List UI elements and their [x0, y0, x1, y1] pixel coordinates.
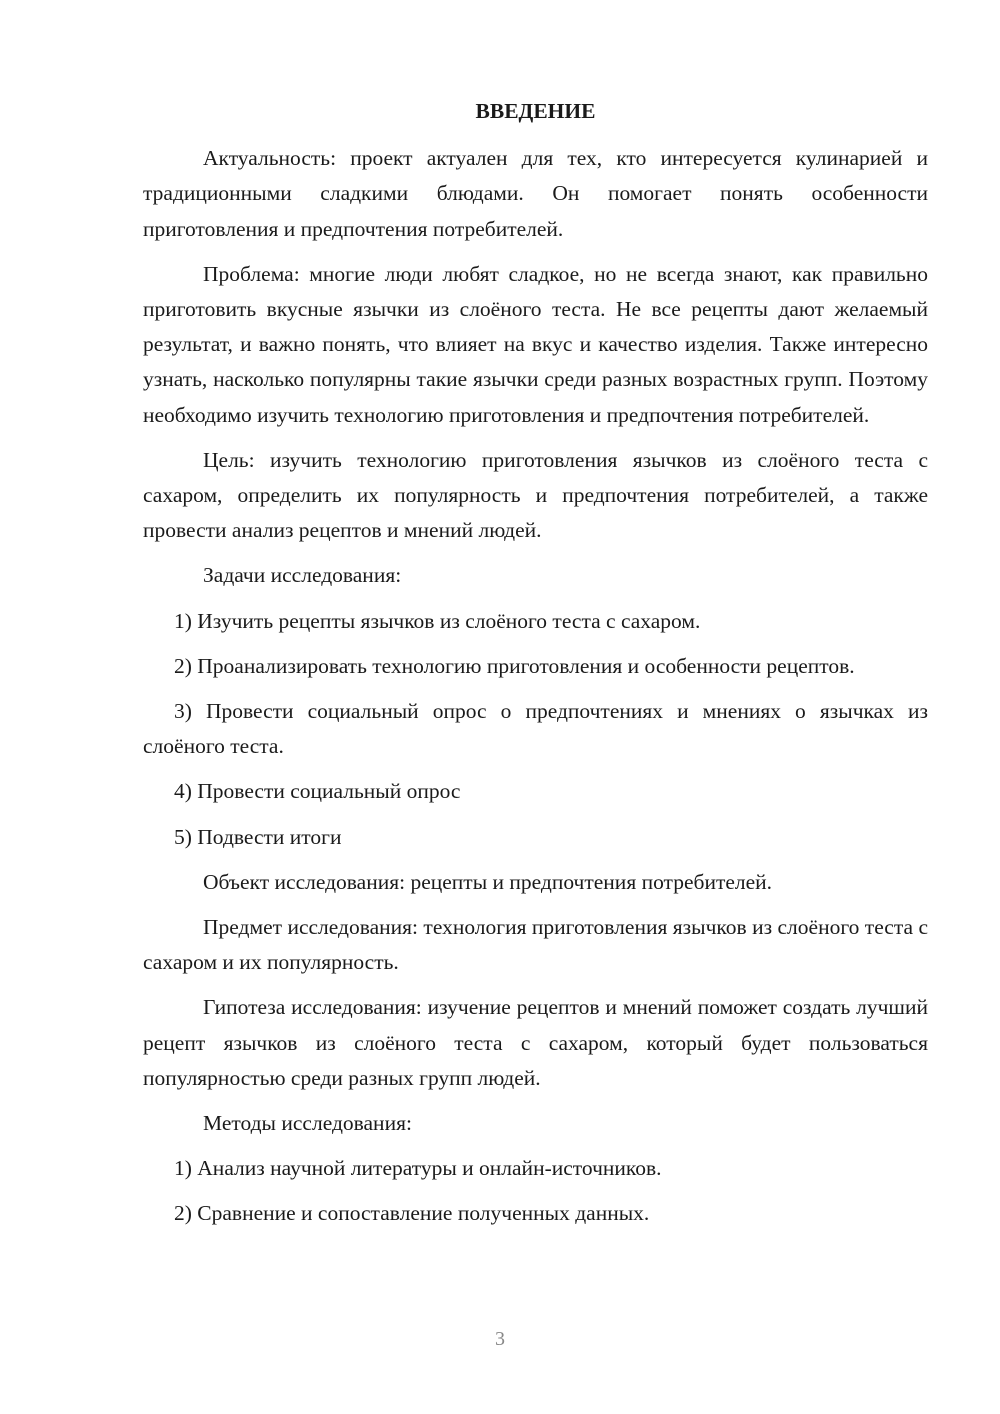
goal-paragraph: Цель: изучить технологию приготовления язычков из слоёного теста с сахаром, определить их популярность и предпочтения потребителей, а также провести анализ рецептов и мнений людей.: [143, 447, 928, 543]
methods-heading: Методы исследования:: [203, 1111, 412, 1136]
document-page: [143, 94, 928, 1242]
page-number: 3: [495, 1328, 505, 1350]
task-item: 1) Изучить рецепты язычков из слоёного теста с сахаром.: [174, 608, 701, 633]
object-paragraph: Объект исследования: рецепты и предпочтения потребителей.: [203, 869, 773, 894]
task-item: 4) Провести социальный опрос: [174, 779, 461, 804]
task-item: 3) Провести социальный опрос о предпочтениях и мнениях о язычках из слоёного теста.: [143, 699, 928, 759]
relevance-paragraph: Актуальность: проект актуален для тех, кто интересуется кулинарией и традиционными сладкими блюдами. Он помогает понять особенности приготовления и предпочтения потребителей.: [143, 146, 928, 241]
task-item: 2) Проанализировать технологию приготовления и особенности рецептов.: [174, 653, 855, 678]
subject-paragraph: Предмет исследования: технология приготовления язычков из слоёного теста с сахаром и их популярность.: [143, 915, 928, 975]
hypothesis-paragraph: Гипотеза исследования: изучение рецептов и мнений поможет создать лучший рецепт язычков из слоёного теста с сахаром, который будет пользоваться популярностью среди разных групп людей.: [143, 995, 928, 1090]
method-item: 1) Анализ научной литературы и онлайн-источников.: [174, 1156, 662, 1181]
task-item: 5) Подвести итоги: [174, 824, 342, 849]
page-title: ВВЕДЕНИЕ: [475, 99, 596, 123]
method-item: 2) Сравнение и сопоставление полученных данных.: [174, 1201, 650, 1226]
problem-paragraph: Проблема: многие люди любят сладкое, но не всегда знают, как правильно приготовить вкусные язычки из слоёного теста. Не все рецепты дают желаемый результат, и важно понять, что влияет на вкус и качество изделия. Также интересно узнать, насколько популярны такие язычки среди разных возрастных групп. Поэтому необходимо изучить технологию приготовления и предпочтения потребителей.: [143, 261, 928, 427]
tasks-heading: Задачи исследования:: [203, 563, 402, 588]
